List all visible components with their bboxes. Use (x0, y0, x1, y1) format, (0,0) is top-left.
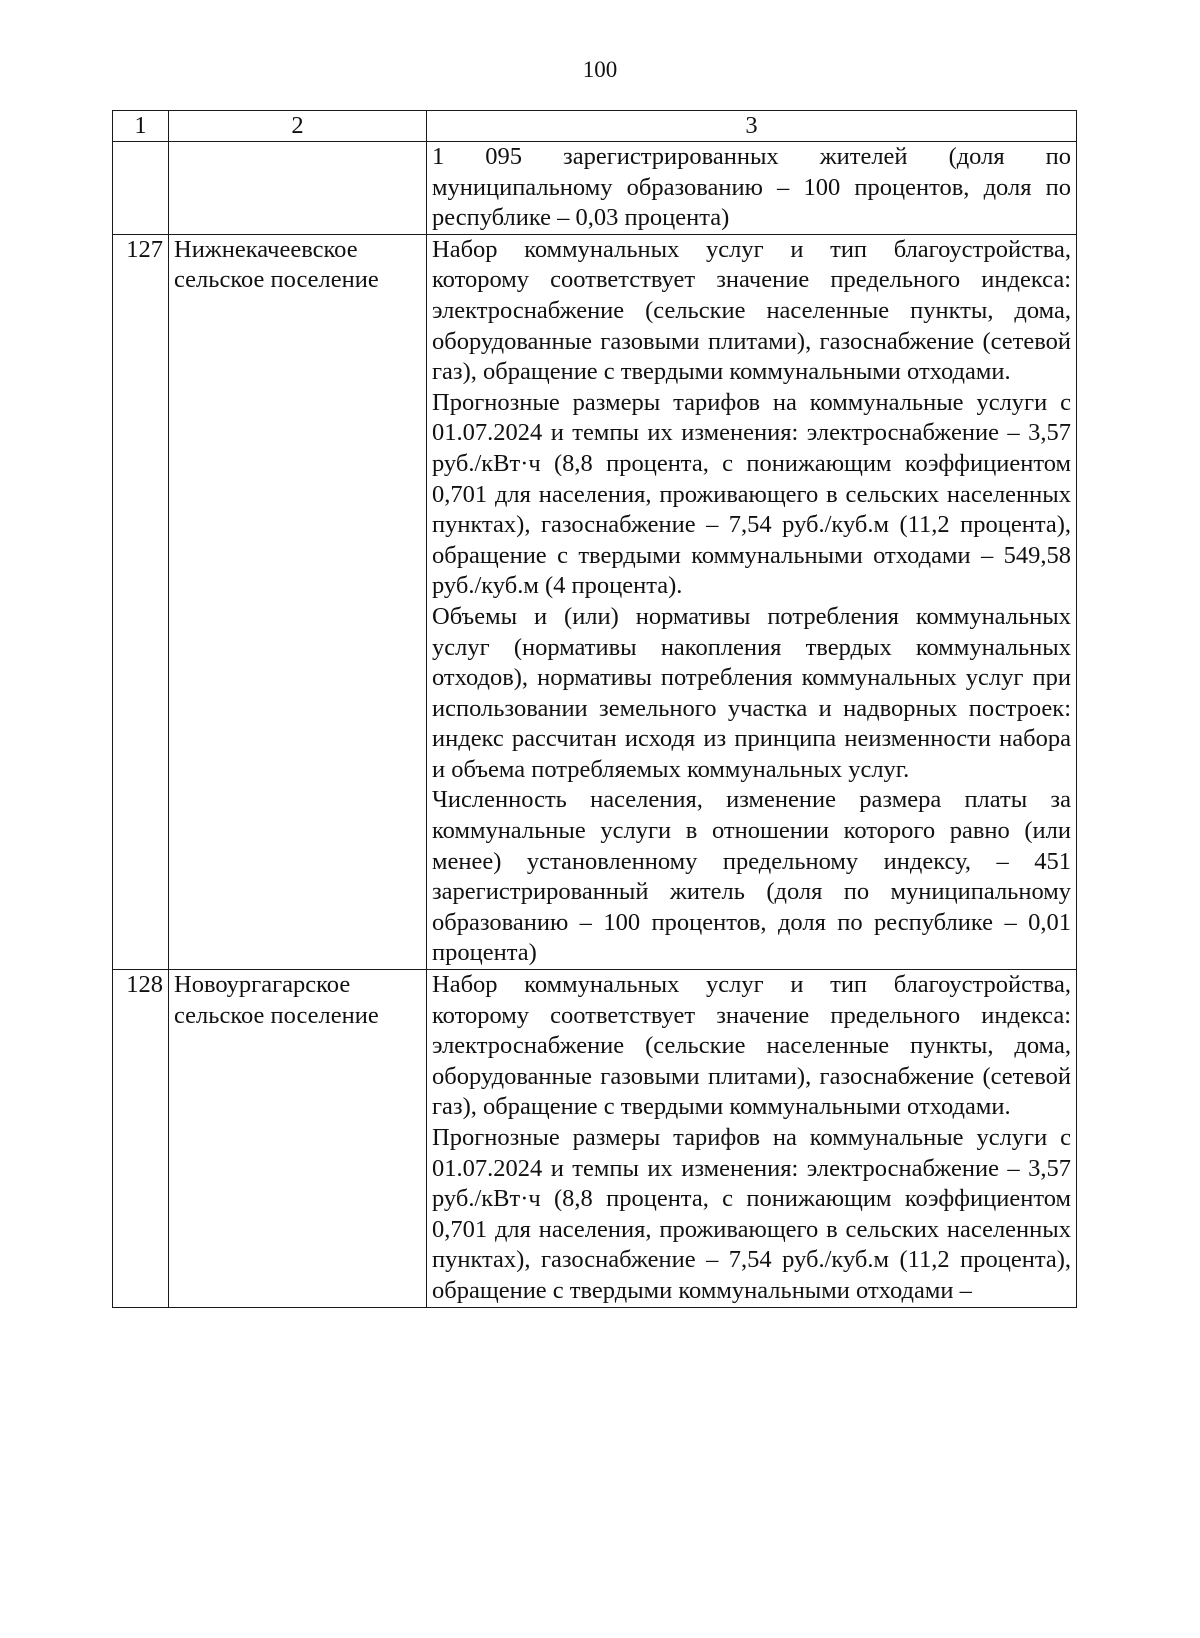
row-number: 127 (113, 234, 169, 969)
row-number (113, 142, 169, 235)
description-paragraph: Прогнозные размеры тарифов на коммунальные услуги с 01.07.2024 и темпы их изменения: электроснабжение – 3,57 руб./кВт·ч (8,8 процента, с понижающим коэффициентом 0,701 для населения, проживающего в сельских населенных пунктах), газоснабжение – 7,54 руб./куб.м (11,2 процента), обращение с твердыми коммунальными отходами – (432, 1124, 1071, 1304)
row-description (427, 234, 1077, 969)
description-paragraph: 1 095 зарегистрированных жителей (доля по муниципальному образованию – 100 процентов, доля по республике – 0,03 процента) (432, 143, 1071, 232)
column-header-2: 2 (169, 111, 427, 142)
row-description (427, 970, 1077, 1308)
table-row-continuation (113, 142, 1077, 235)
column-header-3: 3 (427, 111, 1077, 142)
description-paragraph: Численность населения, изменение размера платы за коммунальные услуги в отношении которого равно (или менее) установленному предельному индексу, – 451 зарегистрированный житель (доля по муниципальному образованию – 100 процентов, доля по республике – 0,01 процента) (432, 786, 1071, 967)
tariff-table (112, 110, 1077, 1308)
table-header-row (113, 111, 1077, 142)
table-row-127 (113, 234, 1077, 969)
settlement-name: Новоургагарское сельское поселение (169, 970, 427, 1308)
settlement-name (169, 142, 427, 235)
row-number: 128 (113, 970, 169, 1308)
page-number: 100 (582, 57, 618, 82)
description-paragraph: Набор коммунальных услуг и тип благоустройства, которому соответствует значение предельного индекса: электроснабжение (сельские населенные пункты, дома, оборудованные газовыми плитами), газоснабжение (сетевой газ), обращение с твердыми коммунальными отходами. (432, 235, 1071, 386)
settlement-name: Нижнекачеевское сельское поселение (169, 234, 427, 969)
column-header-1: 1 (113, 111, 169, 142)
description-paragraph: Объемы и (или) нормативы потребления коммунальных услуг (нормативы накопления твердых коммунальных отходов), нормативы потребления коммунальных услуг при использовании земельного участка и надворных построек: индекс рассчитан исходя из принципа неизменности набора и объема потребляемых коммунальных услуг. (432, 602, 1071, 783)
description-paragraph: Набор коммунальных услуг и тип благоустройства, которому соответствует значение предельного индекса: электроснабжение (сельские населенные пункты, дома, оборудованные газовыми плитами), газоснабжение (сетевой газ), обращение с твердыми коммунальными отходами. (432, 971, 1071, 1121)
table-row-128 (113, 970, 1077, 1308)
description-paragraph: Прогнозные размеры тарифов на коммунальные услуги с 01.07.2024 и темпы их изменения: электроснабжение – 3,57 руб./кВт·ч (8,8 процента, с понижающим коэффициентом 0,701 для населения, проживающего в сельских населенных пунктах), газоснабжение – 7,54 руб./куб.м (11,2 процента), обращение с твердыми коммунальными отходами – 549,58 руб./куб.м (4 процента). (432, 388, 1071, 600)
row-description (427, 142, 1077, 235)
